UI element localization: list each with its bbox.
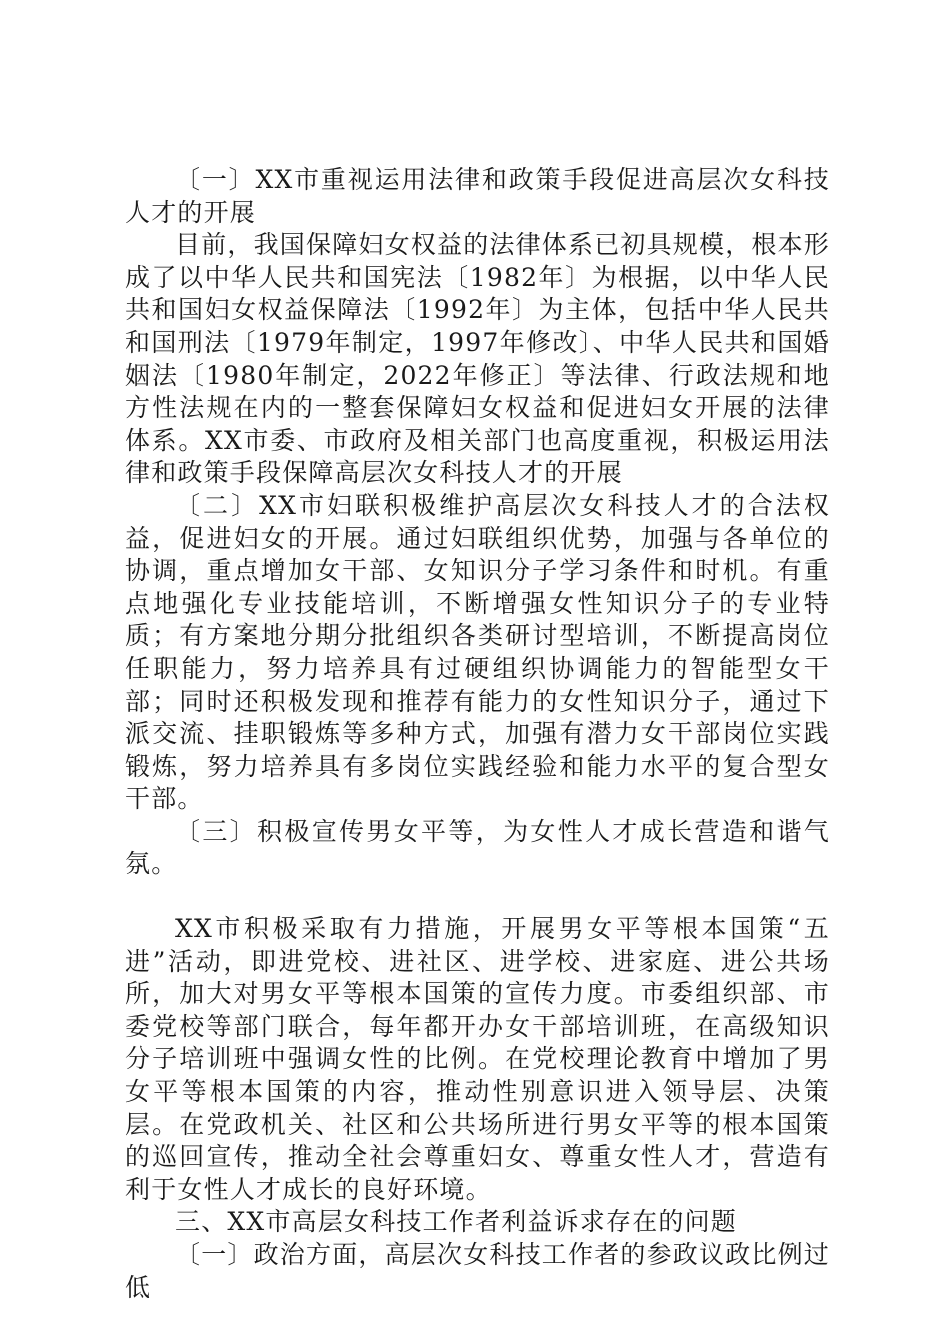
section-heading-2-paragraph: 〔二〕XX市妇联积极维护高层次女科技人才的合法权益，促进妇女的开展。通过妇联组织优势，加强与各单位的协调，重点增加女干部、女知识分子学习条件和时机。有重点地强化专业技能培训，不断增强女性知识分子的专业特质；有方案地分期分批组织各类研讨型培训，不断提高岗位任职能力，努力培养具有过硬组织协调能力的智能型女干部；同时还积极发现和推荐有能力的女性知识分子，通过下派交流、挂职锻炼等多种方式，加强有潜力女干部岗位实践锻炼，努力培养具有多岗位实践经验和能力水平的复合型女干部。: [125, 490, 830, 814]
subsection-heading-political: 〔一〕政治方面，高层次女科技工作者的参政议政比例过低: [125, 1240, 831, 1302]
section-heading-3: 〔三〕积极宣传男女平等，为女性人才成长营造和谐气氛。: [125, 816, 830, 879]
body-paragraph-equality-campaign: XX市积极采取有力措施，开展男女平等根本国策“五进”活动，即进党校、进社区、进学校、进家庭、进公共场所，加大对男女平等根本国策的宣传力度。市委组织部、市委党校等部门联合，每年都开办女干部培训班，在高级知识分子培训班中强调女性的比例。在党校理论教育中增加了男女平等根本国策的内容，推动性别意识进入领导层、决策层。在党政机关、社区和公共场所进行男女平等的根本国策的巡回宣传，推动全社会尊重妇女、尊重女性人才，营造有利于女性人才成长的良好环境。: [125, 914, 830, 1204]
section-heading-1: 〔一〕XX市重视运用法律和政策手段促进高层次女科技人才的开展: [125, 165, 830, 227]
document-body: [125, 164, 830, 1304]
body-paragraph-legal-system: 目前，我国保障妇女权益的法律体系已初具规模，根本形成了以中华人民共和国宪法〔1982年〕为根据，以中华人民共和国妇女权益保障法〔1992年〕为主体，包括中华人民共和国刑法〔1979年制定，1997年修改〕、中华人民共和国婚姻法〔1980年制定，2022年修正〕等法律、行政法规和地方性法规在内的一整套保障妇女权益和促进妇女开展的法律体系。XX市委、市政府及相关部门也高度重视，积极运用法律和政策手段保障高层次女科技人才的开展: [125, 230, 831, 488]
chapter-heading-3: 三、XX市高层女科技工作者利益诉求存在的问题: [175, 1207, 737, 1237]
